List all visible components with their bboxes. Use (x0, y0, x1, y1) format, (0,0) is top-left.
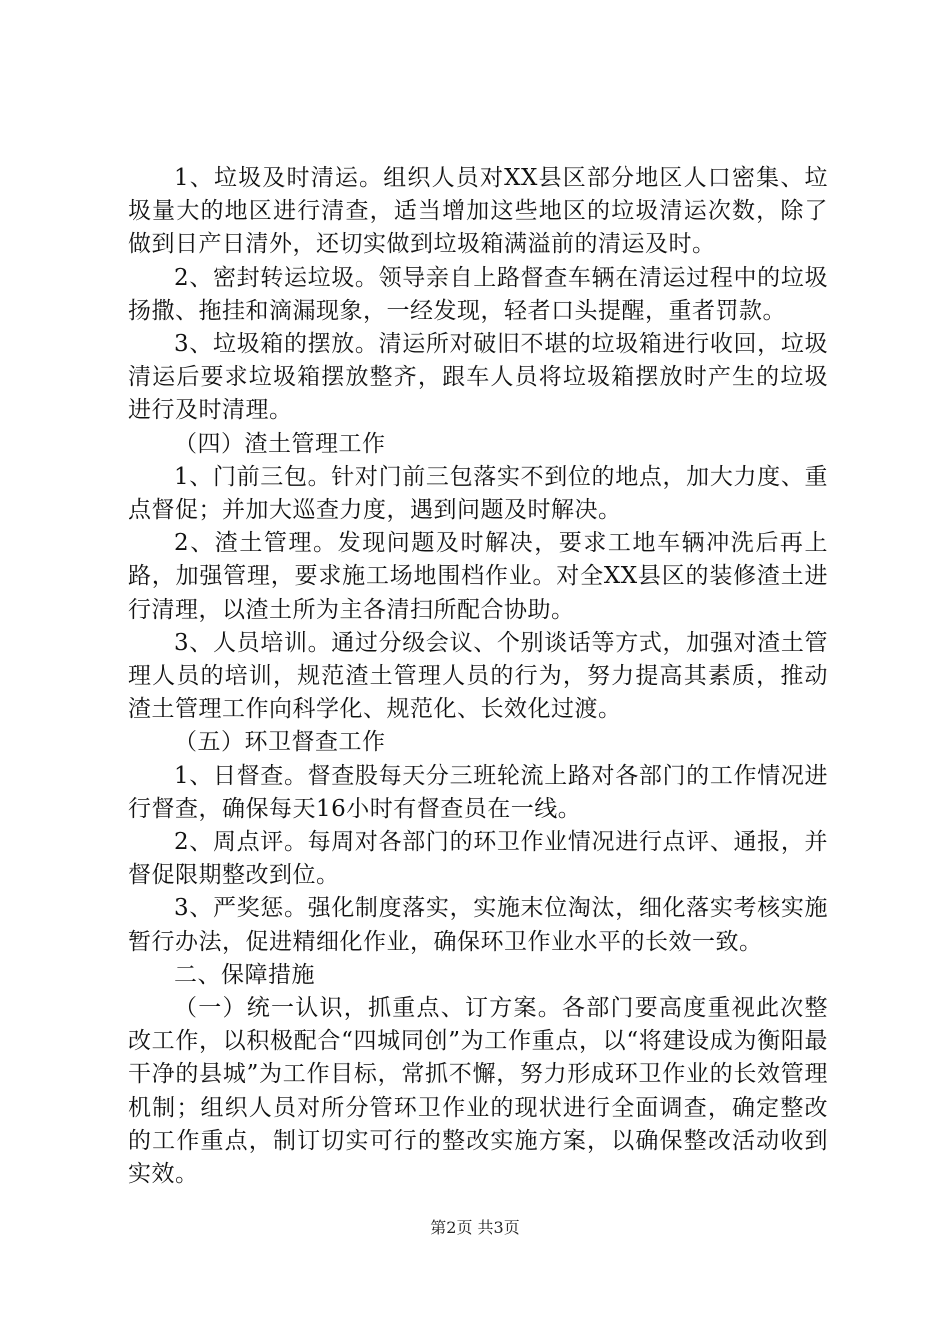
paragraph: 3、垃圾箱的摆放。清运所对破旧不堪的垃圾箱进行收回，垃圾清运后要求垃圾箱摆放整齐，跟车人员将垃圾箱摆放时产生的垃圾进行及时清理。 (128, 331, 828, 424)
paragraph: 2、密封转运垃圾。领导亲自上路督查车辆在清运过程中的垃圾扬撒、拖挂和滴漏现象，一经发现，轻者口头提醒，重者罚款。 (128, 264, 828, 324)
paragraph: 1、门前三包。针对门前三包落实不到位的地点，加大力度、重点督促；并加大巡查力度，遇到问题及时解决。 (128, 463, 828, 524)
paragraph: 1、垃圾及时清运。组织人员对XX县区部分地区人口密集、垃圾量大的地区进行清查，适当增加这些地区的垃圾清运次数，除了做到日产日清外，还切实做到垃圾箱满溢前的清运及时。 (128, 165, 828, 258)
paragraph: 3、人员培训。通过分级会议、个别谈话等方式，加强对渣土管理人员的培训，规范渣土管理人员的行为，努力提高其素质，推动渣土管理工作向科学化、规范化、长效化过渡。 (128, 629, 828, 723)
paragraph: 2、渣土管理。发现问题及时解决，要求工地车辆冲洗后再上路，加强管理，要求施工场地围档作业。对全XX县区的装修渣土进行清理，以渣土所为主各清扫所配合协助。 (128, 530, 828, 623)
paragraph: 1、日督查。督查股每天分三班轮流上路对各部门的工作情况进行督查，确保每天16小时有督查员在一线。 (128, 762, 828, 822)
paragraph: （一）统一认识，抓重点、订方案。各部门要高度重视此次整改工作，以积极配合“四城同创”为工作重点，以“将建设成为衡阳最干净的县城”为工作目标，常抓不懈，努力形成环卫作业的长效管理机制；组织人员对所分管环卫作业的现状进行全面调查，确定整改的工作重点，制订切实可行的整改实施方案，以确保整改活动收到实效。 (128, 995, 828, 1188)
page-number-footer: 第2页 共3页 (430, 1218, 520, 1237)
document-body (128, 162, 828, 1191)
paragraph: 2、周点评。每周对各部门的环卫作业情况进行点评、通报，并督促限期整改到位。 (128, 829, 828, 889)
section-heading: （四）渣土管理工作 (174, 430, 386, 457)
section-heading: （五）环卫督查工作 (174, 729, 386, 756)
paragraph: 3、严奖惩。强化制度落实，实施末位淘汰，细化落实考核实施暂行办法，促进精细化作业，确保环卫作业水平的长效一致。 (128, 895, 828, 955)
section-heading: 二、保障措施 (174, 961, 315, 988)
